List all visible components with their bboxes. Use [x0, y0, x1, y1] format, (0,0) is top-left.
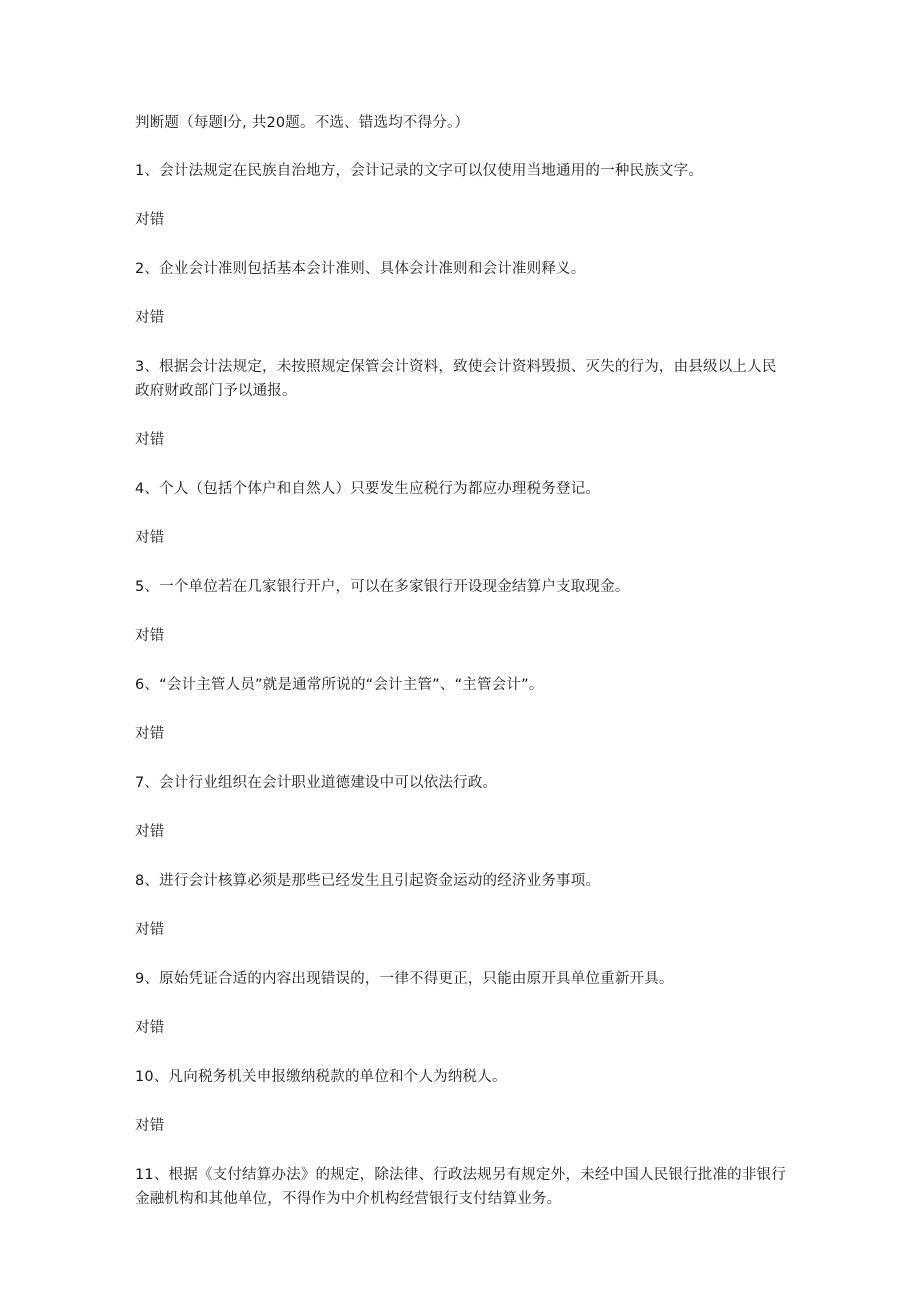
- question-9: [135, 967, 790, 1039]
- question-text: 9、原始凭证合适的内容出现错误的，一律不得更正，只能由原开具单位重新开具。: [135, 971, 674, 987]
- question-6: [135, 673, 790, 745]
- question-2: [135, 257, 790, 329]
- question-text: 2、企业会计准则包括基本会计准则、具体会计准则和会计准则释义。: [135, 261, 586, 277]
- question-text: 11、根据《支付结算办法》的规定，除法律、行政法规另有规定外，未经中国人民银行批准的非银行金融机构和其他单位，不得作为中介机构经营银行支付结算业务。: [135, 1167, 786, 1207]
- question-text: 5、一个单位若在几家银行开户，可以在多家银行开设现金结算户支取现金。: [135, 579, 630, 595]
- section-title: 判断题（每题l分, 共20题。不选、错选均不得分。）: [135, 115, 470, 131]
- question-text: 1、会计法规定在民族自治地方，会计记录的文字可以仅使用当地通用的一种民族文字。: [135, 163, 704, 179]
- answer-options: 对错: [135, 726, 165, 742]
- answer-options: 对错: [135, 530, 165, 546]
- question-text: 3、根据会计法规定，未按照规定保管会计资料，致使会计资料毁损、灭失的行为，由县级以上人民政府财政部门予以通报。: [135, 359, 777, 399]
- answer-options: 对错: [135, 628, 165, 644]
- question-4: [135, 477, 790, 549]
- question-text: 10、凡向税务机关申报缴纳税款的单位和个人为纳税人。: [135, 1069, 507, 1085]
- answer-options: 对错: [135, 922, 165, 938]
- answer-options: 对错: [135, 1118, 165, 1134]
- question-text: 6、“会计主管人员”就是通常所说的“会计主管”、“主管会计”。: [135, 677, 544, 693]
- answer-options: 对错: [135, 824, 165, 840]
- question-text: 8、进行会计核算必须是那些已经发生且引起资金运动的经济业务事项。: [135, 873, 601, 889]
- document-content: [135, 112, 790, 1211]
- question-10: [135, 1065, 790, 1137]
- question-text: 7、会计行业组织在会计职业道德建设中可以依法行政。: [135, 775, 498, 791]
- question-11: [135, 1163, 790, 1211]
- question-1: [135, 159, 790, 231]
- question-7: [135, 771, 790, 843]
- answer-options: 对错: [135, 212, 165, 228]
- question-5: [135, 575, 790, 647]
- question-text: 4、个人（包括个体户和自然人）只要发生应税行为都应办理税务登记。: [135, 481, 601, 497]
- answer-options: 对错: [135, 310, 165, 326]
- question-8: [135, 869, 790, 941]
- answer-options: 对错: [135, 1020, 165, 1036]
- question-3: [135, 355, 790, 451]
- answer-options: 对错: [135, 432, 165, 448]
